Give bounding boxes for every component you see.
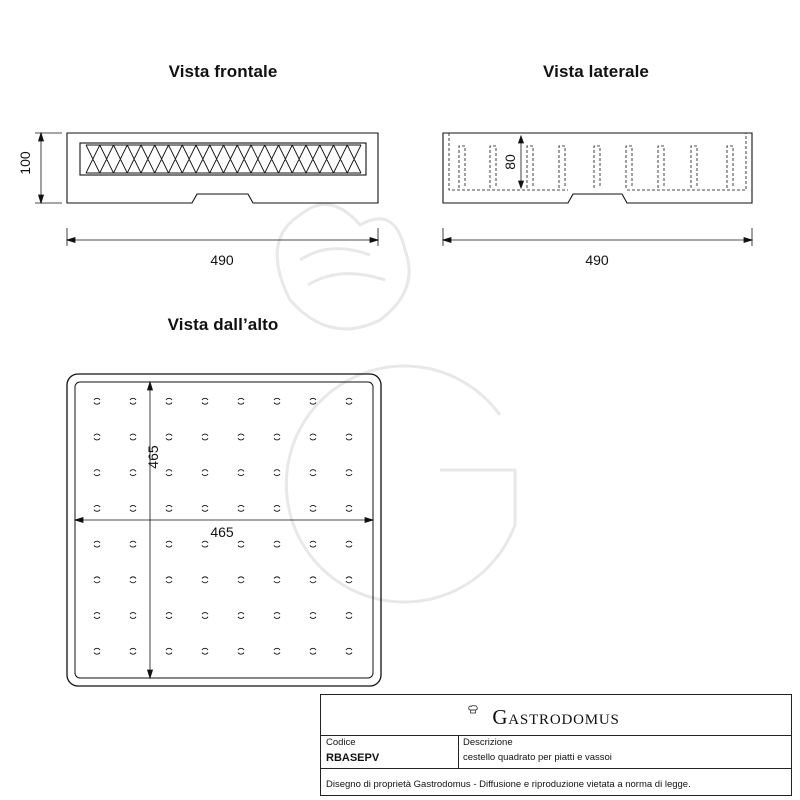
- hole: [202, 398, 208, 404]
- hole: [202, 434, 208, 440]
- hole: [238, 541, 244, 547]
- hole: [130, 398, 136, 404]
- front-height-dimension: [35, 133, 62, 203]
- front-width-label: 490: [210, 252, 234, 268]
- side-peg: [626, 146, 632, 188]
- hole: [346, 648, 352, 654]
- side-inner-height-label: 80: [502, 154, 518, 170]
- hole: [130, 648, 136, 654]
- hole: [94, 648, 100, 654]
- hole: [274, 505, 280, 511]
- hole: [166, 470, 172, 476]
- hole: [202, 541, 208, 547]
- hole: [310, 648, 316, 654]
- title-block-divider-top: [321, 735, 791, 736]
- side-peg: [459, 146, 465, 188]
- hole: [130, 613, 136, 619]
- hole: [166, 434, 172, 440]
- hole: [94, 613, 100, 619]
- hole: [274, 434, 280, 440]
- hole: [166, 613, 172, 619]
- hole: [130, 505, 136, 511]
- hole: [310, 541, 316, 547]
- front-view: [67, 133, 378, 203]
- description-value: cestello quadrato per piatti e vassoi: [463, 752, 612, 763]
- hole: [238, 648, 244, 654]
- hole: [346, 541, 352, 547]
- title-block-divider-bottom: [321, 768, 791, 769]
- hole: [238, 505, 244, 511]
- hole: [310, 577, 316, 583]
- hole: [166, 577, 172, 583]
- hole: [94, 470, 100, 476]
- side-view-hidden-edge: [449, 133, 746, 190]
- side-view: [443, 133, 752, 203]
- hole: [274, 577, 280, 583]
- hole: [274, 398, 280, 404]
- top-width-label: 465: [210, 524, 234, 540]
- hole: [346, 613, 352, 619]
- front-height-label: 100: [17, 151, 33, 175]
- hole: [310, 434, 316, 440]
- side-peg: [490, 146, 496, 188]
- title-block: [320, 694, 792, 796]
- brand-initial: G: [492, 705, 509, 729]
- brand-rest: ASTRODOMUS: [508, 712, 620, 728]
- hole: [346, 470, 352, 476]
- front-view-lattice: [86, 145, 361, 173]
- title-block-footer: Disegno di proprietà Gastrodomus - Diffusione e riproduzione vietata a norma di legge.: [326, 779, 691, 790]
- side-inner-height-dimension: [519, 136, 524, 188]
- hole: [238, 613, 244, 619]
- hole: [274, 541, 280, 547]
- hole: [346, 398, 352, 404]
- hole: [130, 577, 136, 583]
- hole: [202, 613, 208, 619]
- hole: [94, 541, 100, 547]
- hole: [94, 398, 100, 404]
- hole: [274, 648, 280, 654]
- hole: [94, 505, 100, 511]
- code-label: Codice: [326, 737, 356, 748]
- hole: [202, 577, 208, 583]
- hole: [310, 613, 316, 619]
- hole: [310, 505, 316, 511]
- side-peg: [559, 146, 565, 188]
- hole: [166, 541, 172, 547]
- top-depth-label: 465: [145, 445, 161, 469]
- hole: [202, 648, 208, 654]
- hole: [166, 648, 172, 654]
- hole: [130, 434, 136, 440]
- side-peg: [594, 146, 600, 188]
- hole: [346, 577, 352, 583]
- hole: [238, 577, 244, 583]
- gastrodomus-watermark-icon: [277, 205, 515, 602]
- hole: [346, 434, 352, 440]
- hole: [310, 398, 316, 404]
- side-peg: [527, 146, 533, 188]
- side-view-outline: [443, 133, 752, 203]
- hole: [202, 470, 208, 476]
- hole: [238, 398, 244, 404]
- hole: [346, 505, 352, 511]
- top-depth-dimension: [148, 382, 153, 678]
- hole: [166, 505, 172, 511]
- side-view-title: Vista laterale: [543, 62, 649, 81]
- side-peg: [691, 146, 697, 188]
- top-width-dimension: [75, 518, 373, 523]
- front-view-panel: [80, 143, 366, 175]
- front-width-dimension: [67, 228, 378, 246]
- hole: [274, 470, 280, 476]
- brand-logo: [321, 705, 791, 730]
- hole: [274, 613, 280, 619]
- code-value: RBASEPV: [326, 752, 380, 764]
- top-view-title: Vista dall’alto: [167, 315, 279, 334]
- hole: [130, 470, 136, 476]
- side-width-label: 490: [585, 252, 609, 268]
- hole: [94, 577, 100, 583]
- side-view-pegs: [459, 146, 733, 188]
- side-width-dimension: [443, 228, 752, 246]
- hole: [238, 434, 244, 440]
- lattice-strokes: [86, 145, 361, 173]
- front-view-title: Vista frontale: [168, 62, 278, 81]
- hole: [202, 505, 208, 511]
- side-peg: [727, 146, 733, 188]
- hole: [166, 398, 172, 404]
- description-label: Descrizione: [463, 737, 513, 748]
- side-peg: [658, 146, 664, 188]
- hole: [94, 434, 100, 440]
- hole: [238, 470, 244, 476]
- hole: [130, 541, 136, 547]
- hole: [310, 470, 316, 476]
- title-block-column-divider: [458, 735, 459, 768]
